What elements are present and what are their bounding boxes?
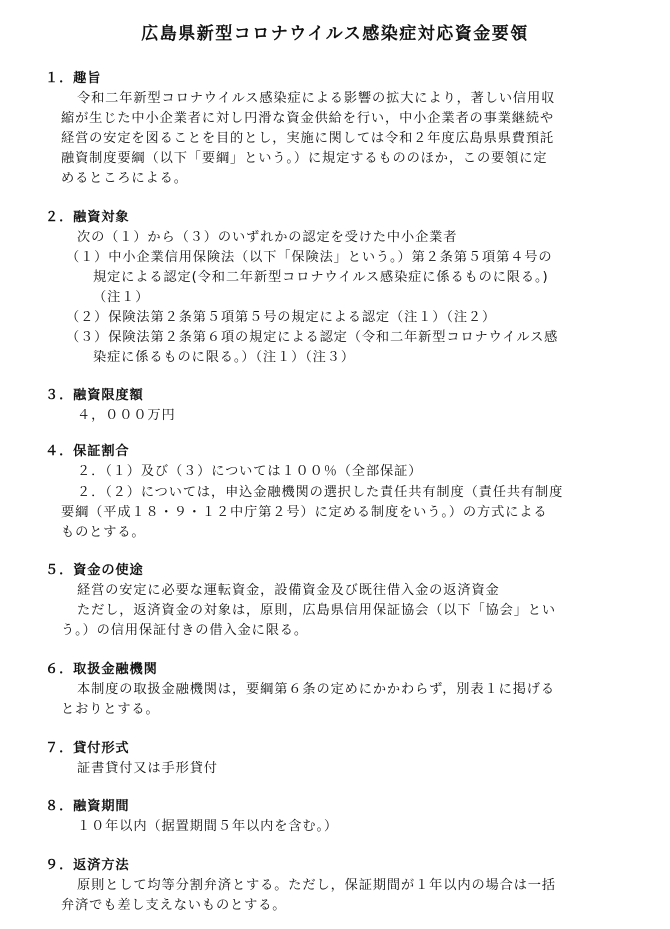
section-2-line: （注１） xyxy=(93,290,150,305)
section-5-line: う。）の信用保証付きの借入金に限る。 xyxy=(61,623,308,638)
section-7-heading: ７．貸付形式 xyxy=(45,741,130,756)
section-4-heading: ４．保証割合 xyxy=(45,444,130,459)
section-9-heading: ９．返済方法 xyxy=(45,858,130,873)
section-1-line: 令和二年新型コロナウイルス感染症による影響の拡大により，著しい信用収 xyxy=(77,91,556,106)
section-7-line: 証書貸付又は手形貸付 xyxy=(77,761,218,776)
section-5-line: ただし，返済資金の対象は，原則，広島県信用保証協会（以下「協会」とい xyxy=(77,603,556,618)
section-2-line: （２）保険法第２条第５項第５号の規定による認定（注１）（注２） xyxy=(66,310,497,325)
document-title: 広島県新型コロナウイルス感染症対応資金要領 xyxy=(141,24,529,44)
section-8-heading: ８．融資期間 xyxy=(45,799,130,814)
section-4-line: ２．（２）については，申込金融機関の選択した責任共有制度（責任共有制度 xyxy=(77,485,564,500)
section-2-line: 規定による認定(令和二年新型コロナウイルス感染症に係るものに限る。) xyxy=(93,270,549,285)
section-1-line: 縮が生じた中小企業者に対し円滑な資金供給を行い，中小企業者の事業継続や xyxy=(61,111,555,126)
section-2-line: 染症に係るものに限る。）（注１）（注３） xyxy=(93,350,355,365)
section-6-line: 本制度の取扱金融機関は，要綱第６条の定めにかかわらず，別表１に掲げる xyxy=(77,682,555,697)
section-2-line: （３）保険法第２条第６項の規定による認定（令和二年新型コロナウイルス感 xyxy=(66,330,559,345)
section-8-line: １０年以内（据置期間５年以内を含む。） xyxy=(77,819,339,834)
section-5-line: 経営の安定に必要な運転資金，設備資金及び既往借入金の返済資金 xyxy=(77,583,500,598)
section-4-line: ものとする。 xyxy=(61,525,146,540)
section-2-line: 次の（１）から（３）のいずれかの認定を受けた中小企業者 xyxy=(77,230,458,245)
section-2-line: （１）中小企業信用保険法（以下「保険法」という。）第２条第５項第４号の xyxy=(66,250,553,265)
section-9-line: 原則として均等分割弁済とする。ただし，保証期間が１年以内の場合は一括 xyxy=(77,878,556,893)
section-4-line: 要綱（平成１８・９・１２中庁第２号）に定める制度をいう。）の方式による xyxy=(61,505,548,520)
section-6-heading: ６．取扱金融機関 xyxy=(45,662,158,677)
section-4-line: ２．（１）及び（３）については１００％（全部保証） xyxy=(77,464,423,479)
section-3-heading: ３．融資限度額 xyxy=(45,388,144,403)
section-1-line: 融資制度要綱（以下「要綱」という。）に規定するもののほか，この要領に定 xyxy=(61,151,548,166)
section-1-line: 経営の安定を図ることを目的とし，実施に関しては令和２年度広島県県費預託 xyxy=(61,131,555,146)
section-5-heading: ５．資金の使途 xyxy=(45,563,144,578)
section-3-line: ４，０００万円 xyxy=(77,408,176,423)
section-1-heading: １．趣旨 xyxy=(45,71,102,86)
section-9-line: 弁済でも差し支えないものとする。 xyxy=(61,898,287,913)
section-1-line: めるところによる。 xyxy=(61,171,188,186)
section-2-heading: ２．融資対象 xyxy=(45,210,130,225)
section-6-line: とおりとする。 xyxy=(61,702,160,717)
